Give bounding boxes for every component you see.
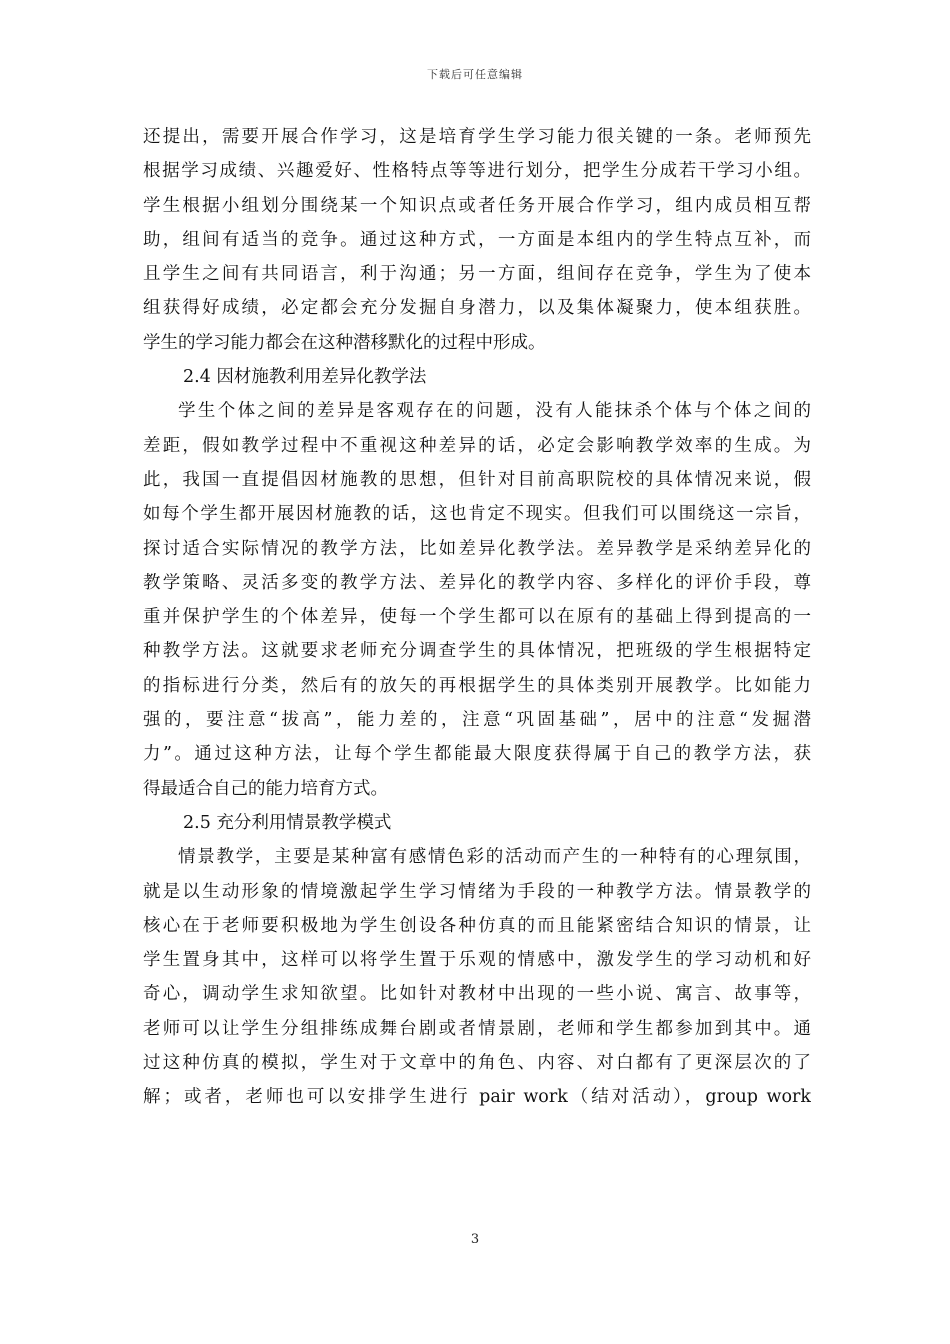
body-line: 种教学方法。这就要求老师充分调查学生的具体情况，把班级的学生根据特定 (143, 641, 811, 662)
body-line: 探讨适合实际情况的教学方法，比如差异化教学法。差异教学是采纳差异化的 (143, 538, 811, 559)
body-line: 强的，要注意“拔高”，能力差的，注意“巩固基础”，居中的注意“发掘潜 (143, 710, 811, 731)
body-line: 过这种仿真的模拟，学生对于文章中的角色、内容、对白都有了更深层次的了 (143, 1053, 811, 1074)
section-heading-2-5: 2.5 充分利用情景教学模式 (183, 812, 392, 833)
page-number: 3 (470, 1232, 480, 1247)
body-line: 根据学习成绩、兴趣爱好、性格特点等等进行划分，把学生分成若干学习小组。 (143, 161, 811, 182)
body-line: 还提出，需要开展合作学习，这是培育学生学习能力很关键的一条。老师预先 (143, 127, 811, 147)
body-line: 老师可以让学生分组排练成舞台剧或者情景剧，老师和学生都参加到其中。通 (143, 1018, 811, 1039)
body-line: 组获得好成绩，必定都会充分发掘自身潜力，以及集体凝聚力，使本组获胜。 (143, 298, 811, 319)
body-line: 核心在于老师要积极地为学生创设各种仿真的而且能紧密结合知识的情景，让 (143, 915, 811, 936)
paragraph-first-line: 学生个体之间的差异是客观存在的问题，没有人能抹杀个体与个体之间的 (178, 401, 811, 422)
body-line: 重并保护学生的个体差异，使每一个学生都可以在原有的基础上得到提高的一 (143, 607, 811, 628)
body-line: 力”。通过这种方法，让每个学生都能最大限度获得属于自己的教学方法，获 (143, 744, 811, 765)
body-line: 学生置身其中，这样可以将学生置于乐观的情感中，激发学生的学习动机和好 (143, 950, 811, 971)
document-body (143, 120, 811, 1115)
paragraph-first-line: 情景教学，主要是某种富有感情色彩的活动而产生的一种特有的心理氛围， (178, 847, 811, 868)
body-line: 如每个学生都开展因材施教的话，这也肯定不现实。但我们可以围绕这一宗旨， (143, 504, 811, 525)
body-line: 学生的学习能力都会在这种潜移默化的过程中形成。 (143, 332, 546, 353)
section-heading-2-4: 2.4 因材施教利用差异化教学法 (183, 367, 427, 388)
body-line: 解；或者，老师也可以安排学生进行 pair work（结对活动），group work (143, 1087, 811, 1108)
body-line: 差距，假如教学过程中不重视这种差异的话，必定会影响教学效率的生成。为 (143, 435, 811, 456)
body-line: 的指标进行分类，然后有的放矢的再根据学生的具体类别开展教学。比如能力 (143, 675, 811, 696)
body-line: 奇心，调动学生求知欲望。比如针对教材中出现的一些小说、寓言、故事等， (143, 984, 811, 1005)
body-line: 且学生之间有共同语言，利于沟通；另一方面，组间存在竞争，学生为了使本 (143, 264, 811, 285)
page-header: 下载后可任意编辑 (427, 68, 523, 81)
body-line: 助，组间有适当的竞争。通过这种方式，一方面是本组内的学生特点互补，而 (143, 229, 811, 250)
body-line: 就是以生动形象的情境激起学生学习情绪为手段的一种教学方法。情景教学的 (143, 881, 811, 902)
body-line: 此，我国一直提倡因材施教的思想，但针对目前高职院校的具体情况来说，假 (143, 469, 811, 490)
body-line: 教学策略、灵活多变的教学方法、差异化的教学内容、多样化的评价手段，尊 (143, 572, 811, 593)
body-line: 得最适合自己的能力培育方式。 (143, 778, 388, 799)
body-line: 学生根据小组划分围绕某一个知识点或者任务开展合作学习，组内成员相互帮 (143, 195, 811, 216)
